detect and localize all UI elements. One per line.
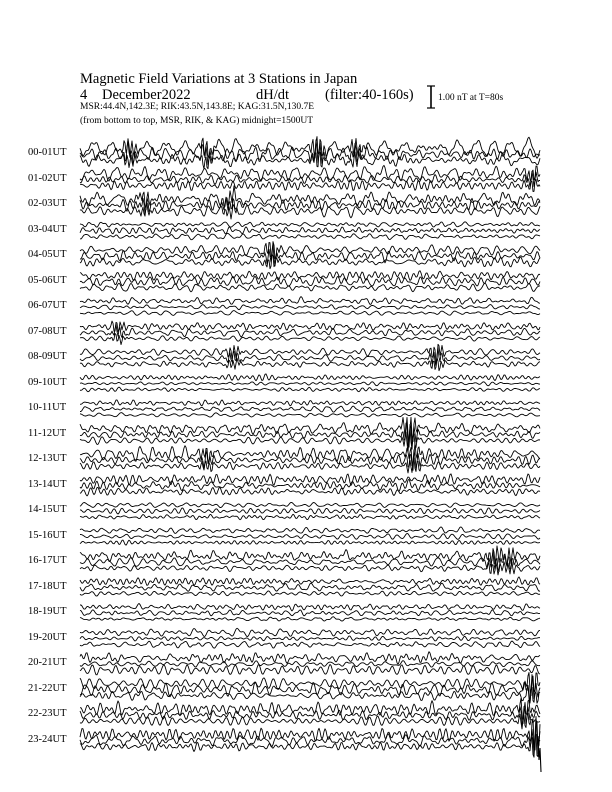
trace-msr-19-20UT <box>80 628 540 636</box>
hour-label: 00-01UT <box>28 147 67 158</box>
hour-label: 16-17UT <box>28 555 67 566</box>
trace-msr-15-16UT <box>80 527 540 534</box>
hour-label: 11-12UT <box>28 427 67 439</box>
hour-label: 01-02UT <box>28 172 67 184</box>
trace-lines <box>80 137 541 772</box>
trace-msr-20-21UT <box>80 652 540 665</box>
trace-kag-14-15UT <box>80 514 540 519</box>
trace-rik-03-04UT <box>80 227 540 234</box>
trace-kag-21-22UT <box>80 687 540 704</box>
trace-msr-03-04UT <box>80 222 540 227</box>
hour-label: 07-08UT <box>28 325 67 337</box>
hour-label: 15-16UT <box>28 529 67 541</box>
hour-label: 04-05UT <box>28 249 67 260</box>
trace-kag-04-05UT <box>80 254 540 269</box>
hour-label: 02-03UT <box>28 198 67 209</box>
trace-kag-16-17UT <box>80 562 540 575</box>
trace-msr-08-09UT <box>80 344 540 363</box>
trace-rik-18-19UT <box>80 610 540 616</box>
hour-label: 19-20UT <box>28 631 67 643</box>
hour-label: 14-15UT <box>28 504 67 515</box>
trace-rik-17-18UT <box>80 583 540 591</box>
trace-msr-10-11UT <box>80 400 540 406</box>
trace-kag-11-12UT <box>80 428 540 453</box>
hour-label: 17-18UT <box>28 580 67 592</box>
date-day: 4 <box>80 87 88 103</box>
trace-rik-14-15UT <box>80 508 540 514</box>
filter-label: (filter:40-160s) <box>325 87 414 103</box>
hour-label: 06-07UT <box>28 300 67 311</box>
hour-label: 23-24UT <box>28 733 67 745</box>
trace-msr-07-08UT <box>80 321 540 331</box>
trace-kag-07-08UT <box>80 333 540 344</box>
trace-msr-04-05UT <box>80 242 540 259</box>
trace-kag-05-06UT <box>80 283 540 292</box>
trace-kag-10-11UT <box>80 413 540 418</box>
trace-msr-14-15UT <box>80 502 540 507</box>
trace-kag-19-20UT <box>80 641 540 648</box>
trace-kag-15-16UT <box>80 540 540 545</box>
trace-rik-19-20UT <box>80 636 540 641</box>
hour-label: 03-04UT <box>28 223 67 235</box>
trace-kag-01-02UT <box>80 179 540 191</box>
trace-msr-16-17UT <box>80 546 540 567</box>
hour-label: 18-19UT <box>28 606 67 617</box>
trace-rik-07-08UT <box>80 324 540 337</box>
trace-kag-08-09UT <box>80 358 540 371</box>
hour-label: 20-21UT <box>28 657 67 668</box>
hour-label: 12-13UT <box>28 453 67 464</box>
trace-rik-06-07UT <box>80 305 540 310</box>
trace-kag-18-19UT <box>80 617 540 621</box>
trace-msr-18-19UT <box>80 604 540 611</box>
scale-bar <box>427 86 435 108</box>
hour-label: 09-10UT <box>28 376 67 388</box>
trace-rik-20-21UT <box>80 661 540 668</box>
hour-label: 10-11UT <box>28 402 67 413</box>
trace-msr-06-07UT <box>80 297 540 305</box>
hour-label: 21-22UT <box>28 682 67 694</box>
quantity-label: dH/dt <box>256 87 290 103</box>
trace-rik-21-22UT <box>80 675 540 703</box>
trace-rik-15-16UT <box>80 533 540 539</box>
trace-rik-09-10UT <box>80 382 540 386</box>
trace-order-note: (from bottom to top, MSR, RIK, & KAG) midnight=1500UT <box>80 116 314 126</box>
trace-rik-10-11UT <box>80 406 540 412</box>
trace-kag-06-07UT <box>80 311 540 316</box>
trace-kag-13-14UT <box>80 487 540 496</box>
trace-msr-00-01UT <box>80 137 540 159</box>
trace-kag-17-18UT <box>80 591 540 596</box>
station-coordinates: MSR:44.4N,142.3E; RIK:43.5N,143.8E; KAG:31.5N,130.7E <box>80 102 315 112</box>
hour-label: 22-23UT <box>28 708 67 719</box>
trace-rik-00-01UT <box>80 140 540 165</box>
hour-label: 05-06UT <box>28 274 67 286</box>
hour-label: 08-09UT <box>28 351 67 362</box>
trace-msr-09-10UT <box>80 374 540 381</box>
chart-title: Magnetic Field Variations at 3 Stations in Japan <box>80 71 358 87</box>
scale-bar-label: 1.00 nT at T=80s <box>438 93 504 103</box>
trace-kag-09-10UT <box>80 387 540 392</box>
trace-kag-03-04UT <box>80 233 540 239</box>
hour-label: 13-14UT <box>28 478 67 490</box>
trace-msr-13-14UT <box>80 474 540 486</box>
date-month-year: December2022 <box>102 87 191 103</box>
